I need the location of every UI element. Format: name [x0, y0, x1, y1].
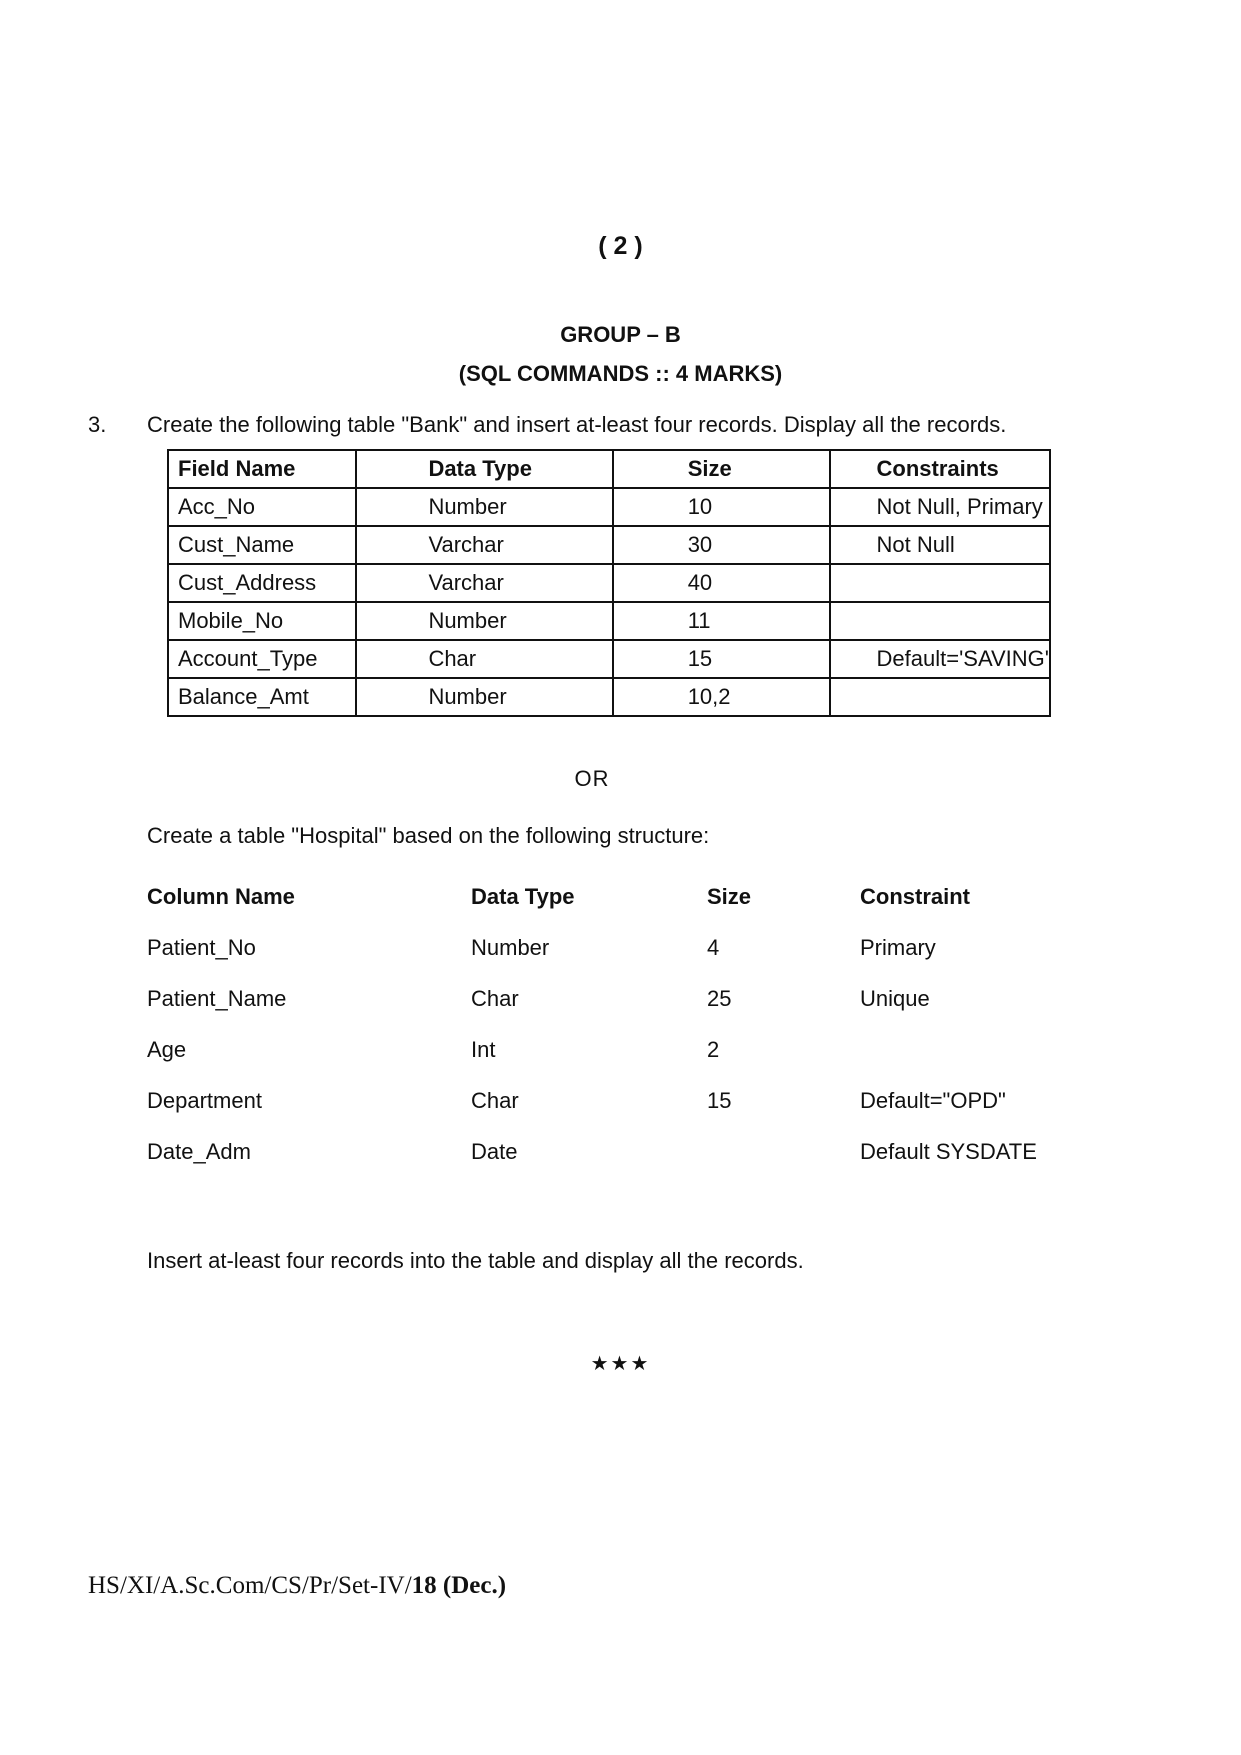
- table-cell: 15: [613, 640, 830, 678]
- header-cell: Constraints: [830, 450, 1050, 488]
- table-cell: Not Null, Primary: [830, 488, 1050, 526]
- table-cell: Number: [471, 935, 550, 960]
- table-cell: 10,2: [613, 678, 830, 716]
- paper-code: [88, 1572, 506, 1600]
- table-cell: Number: [356, 678, 612, 716]
- or-separator: OR: [574, 766, 610, 791]
- table-row: [168, 678, 1050, 716]
- table-cell: Char: [356, 640, 612, 678]
- table-row: [168, 602, 1050, 640]
- header-cell: Constraint: [860, 884, 970, 909]
- table-cell: 25: [707, 986, 732, 1011]
- table-cell: Department: [147, 1088, 262, 1113]
- table-cell: Default='SAVING': [830, 640, 1050, 678]
- header-cell: Column Name: [147, 884, 295, 909]
- table-cell: 4: [707, 935, 720, 960]
- table-cell: Default="OPD": [860, 1088, 1006, 1113]
- table-cell: Date: [471, 1139, 518, 1164]
- table-cell: Not Null: [830, 526, 1050, 564]
- table-cell: Date_Adm: [147, 1139, 251, 1164]
- table-cell: Mobile_No: [168, 602, 356, 640]
- table-cell: Char: [471, 986, 519, 1011]
- hospital-intro: Create a table "Hospital" based on the following structure:: [147, 823, 710, 848]
- table-cell: Patient_Name: [147, 986, 287, 1011]
- table-cell: 10: [613, 488, 830, 526]
- header-cell: Size: [707, 884, 752, 909]
- table-cell: Default SYSDATE: [860, 1139, 1037, 1164]
- table-cell: Char: [471, 1088, 519, 1113]
- table-cell: Patient_No: [147, 935, 256, 960]
- bank-table: [167, 449, 1051, 717]
- table-cell: Cust_Name: [168, 526, 356, 564]
- table-cell: Unique: [860, 986, 930, 1011]
- table-cell: [830, 602, 1050, 640]
- table-row: [168, 526, 1050, 564]
- table-cell: Primary: [860, 935, 936, 960]
- paper-code-prefix: HS/XI/A.Sc.Com/CS/Pr/Set-IV/: [88, 1572, 412, 1599]
- bank-table-header: [168, 450, 1050, 488]
- table-cell: Balance_Amt: [168, 678, 356, 716]
- table-cell: 40: [613, 564, 830, 602]
- page-number: ( 2 ): [598, 232, 643, 260]
- table-cell: [830, 678, 1050, 716]
- paper-code-bold: 18 (Dec.): [411, 1572, 507, 1599]
- table-cell: Number: [356, 602, 612, 640]
- question-number: 3.: [88, 412, 107, 437]
- table-cell: Number: [356, 488, 612, 526]
- table-cell: Int: [471, 1037, 496, 1062]
- table-cell: [830, 564, 1050, 602]
- group-subtitle: (SQL COMMANDS :: 4 MARKS): [458, 361, 783, 386]
- table-cell: Cust_Address: [168, 564, 356, 602]
- header-cell: Field Name: [168, 450, 356, 488]
- group-title: GROUP – B: [560, 322, 681, 347]
- table-cell: Varchar: [356, 526, 612, 564]
- table-cell: 11: [613, 602, 830, 640]
- table-cell: 15: [707, 1088, 732, 1113]
- table-row: [168, 640, 1050, 678]
- table-cell: Account_Type: [168, 640, 356, 678]
- header-cell: Data Type: [356, 450, 612, 488]
- end-marker: ★★★: [590, 1353, 651, 1375]
- header-cell: Data Type: [471, 884, 575, 909]
- header-cell: Size: [613, 450, 830, 488]
- table-cell: Varchar: [356, 564, 612, 602]
- table-cell: Acc_No: [168, 488, 356, 526]
- question-text: Create the following table "Bank" and insert at-least four records. Display all the records.: [147, 412, 1007, 437]
- table-cell: Age: [147, 1037, 187, 1062]
- table-row: [168, 488, 1050, 526]
- table-cell: 2: [707, 1037, 720, 1062]
- hospital-instruction: Insert at-least four records into the table and display all the records.: [147, 1248, 804, 1273]
- table-row: [168, 564, 1050, 602]
- table-cell: 30: [613, 526, 830, 564]
